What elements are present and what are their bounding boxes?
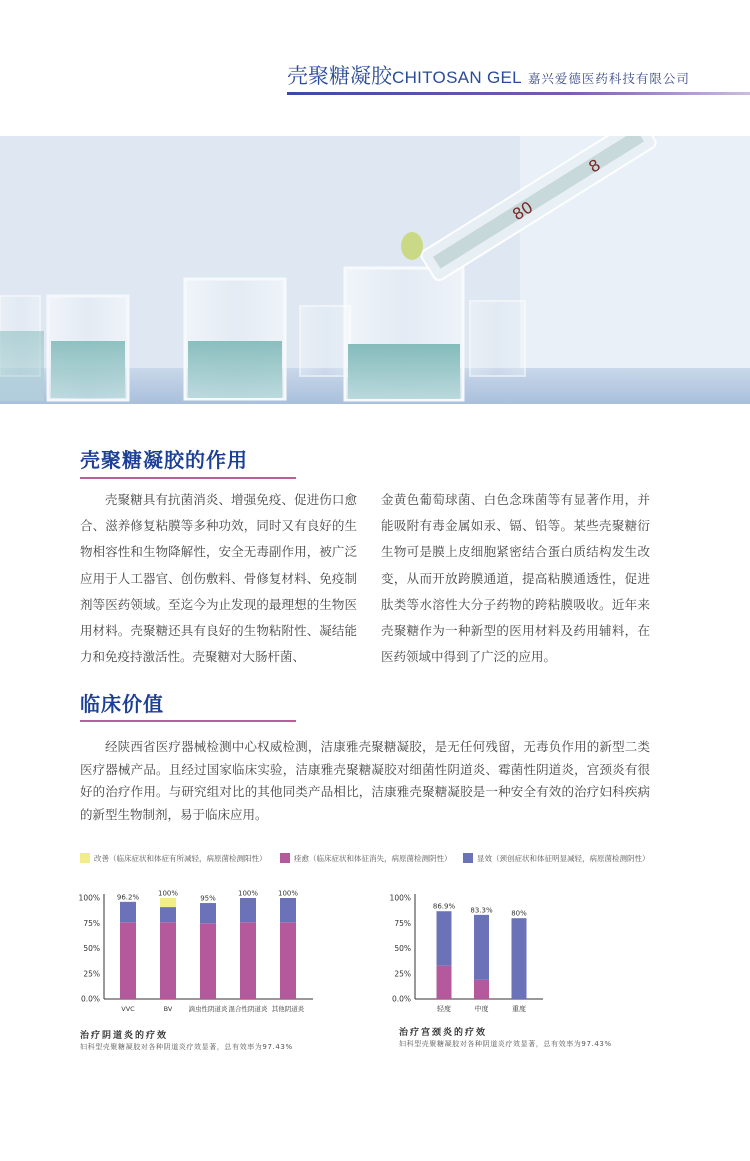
legend-label: 显效（颈创症状和体征明显减轻，病原菌检测阴性）	[477, 853, 650, 863]
y-tick-label: 0.0%	[391, 994, 411, 1004]
section-underline	[80, 720, 296, 722]
header-underline	[287, 92, 750, 95]
bar-total-label: 80%	[511, 909, 527, 918]
y-tick-label: 50%	[83, 944, 100, 953]
y-tick-label: 25%	[83, 969, 100, 979]
bar-total-label: 100%	[237, 889, 259, 898]
y-tick-label: 75%	[83, 918, 100, 928]
bar-segment	[200, 903, 216, 923]
bar-segment	[120, 902, 136, 922]
bar-segment	[437, 966, 452, 999]
bar-total-label: 100%	[157, 889, 179, 898]
chart-legend	[80, 851, 680, 865]
y-tick-label: 25%	[394, 969, 411, 979]
bar-total-label: 96.2%	[116, 893, 140, 902]
legend-label: 改善（临床症状和体症有所减轻，病原菌检测阳性）	[94, 853, 267, 863]
section-title-clinical: 临床价值	[80, 692, 164, 716]
bar-segment	[200, 923, 216, 999]
chart1-caption-title: 治疗阴道炎的疗效	[80, 1031, 169, 1041]
bar-total-label: 86.9%	[432, 902, 456, 911]
bar-total-label: 100%	[277, 889, 299, 898]
x-category-label: 重度	[512, 1005, 526, 1013]
page-header	[0, 0, 750, 130]
legend-item-improve	[80, 851, 267, 865]
y-tick-label: 50%	[394, 944, 411, 953]
bar-segment	[120, 922, 136, 999]
svg-text:80: 80	[508, 197, 537, 225]
x-category-label: 中度	[474, 1005, 489, 1013]
bar-segment	[160, 922, 176, 999]
product-name-cn: 壳聚糖凝胶	[287, 64, 392, 88]
x-category-label: 混合性阴道炎	[228, 1005, 268, 1013]
x-category-label: 滴虫性阴道炎	[188, 1005, 228, 1013]
bar-segment	[437, 911, 452, 965]
function-text-right: 金黄色葡萄球菌、白色念珠菌等有显著作用，并能吸附有毒金属如汞、镉、铅等。某些壳聚糖衍生物可是膜上皮细胞紧密结合蛋白质结构发生改变，从而开放跨膜通道，提高粘膜通透性，促进肽类等水溶性大分子药物的跨粘膜吸收。近年来壳聚糖作为一种新型的医用材料及药用辅料，在医药领域中得到了广泛的应用。	[381, 492, 650, 665]
bar-total-label: 83.3%	[470, 906, 493, 915]
legend-swatch	[280, 853, 290, 863]
cervicitis-efficacy-chart	[390, 885, 550, 1025]
x-category-label: BV	[163, 1005, 173, 1013]
legend-swatch	[80, 853, 90, 863]
x-category-label: VVC	[121, 1005, 135, 1013]
x-category-label: 轻度	[437, 1005, 451, 1013]
bar-segment	[280, 922, 296, 999]
svg-text:8: 8	[585, 155, 604, 177]
lab-glassware-illustration	[0, 136, 750, 404]
vaginitis-efficacy-chart	[70, 885, 330, 1025]
section-underline	[80, 477, 296, 479]
chart2-caption-subtitle: 妇科型壳聚糖凝胶对各种阴道炎疗效显著，总有效率为97.43%	[399, 1040, 612, 1048]
bar-total-label: 95%	[200, 894, 216, 903]
bar-segment	[474, 915, 489, 980]
y-tick-label: 100%	[78, 893, 100, 903]
bar-segment	[160, 907, 176, 922]
hero-lab-image	[0, 136, 750, 404]
company-name: 嘉兴爱德医药科技有限公司	[527, 71, 690, 86]
product-name-en: CHITOSAN GEL	[392, 68, 522, 87]
x-category-label: 其他阴道炎	[271, 1005, 305, 1013]
bar-segment	[474, 980, 489, 999]
y-tick-label: 100%	[389, 893, 411, 903]
bar-segment	[240, 898, 256, 922]
chart1-caption-subtitle: 妇科型壳聚糖凝胶对各种阴道炎疗效显著，总有效率为97.43%	[80, 1043, 293, 1051]
bar-segment	[280, 898, 296, 922]
chart2-caption-title: 治疗宫颈炎的疗效	[399, 1028, 488, 1038]
legend-item-effective	[463, 851, 650, 865]
bar-segment	[240, 922, 256, 999]
legend-item-cure	[280, 851, 452, 865]
y-tick-label: 0.0%	[80, 994, 100, 1004]
legend-swatch	[463, 853, 473, 863]
section-title-function: 壳聚糖凝胶的作用	[80, 448, 248, 472]
legend-label: 痊愈（临床症状和体征消失，病原菌检测阴性）	[294, 853, 452, 863]
clinical-paragraph: 经陕西省医疗器械检测中心权威检测，洁康雅壳聚糖凝胶，是无任何残留，无毒负作用的新型二类医疗器械产品。且经过国家临床实验，洁康雅壳聚糖凝胶对细菌性阴道炎、霉菌性阴道炎，宫颈炎有很好的治疗作用。与研究组对比的其他同类产品相比，洁康雅壳聚糖凝胶是一种安全有效的治疗妇科疾病的新型生物制剂，易于临床应用。	[80, 739, 650, 822]
bar-segment	[512, 918, 527, 999]
function-text-left: 壳聚糖具有抗菌消炎、增强免疫、促进伤口愈合、滋养修复粘膜等多种功效，同时又有良好的生物相容性和生物降解性，安全无毒副作用，被广泛应用于人工器官、创伤敷料、骨修复材料、免疫制剂等医药领域。至迄今为止发现的最理想的生物医用材料。壳聚糖还具有良好的生物粘附性、凝结能力和免疫持激活性。壳聚糖对大肠杆菌、	[80, 492, 357, 665]
bar-segment	[160, 898, 176, 907]
header-title	[287, 64, 690, 91]
y-tick-label: 75%	[394, 918, 411, 928]
